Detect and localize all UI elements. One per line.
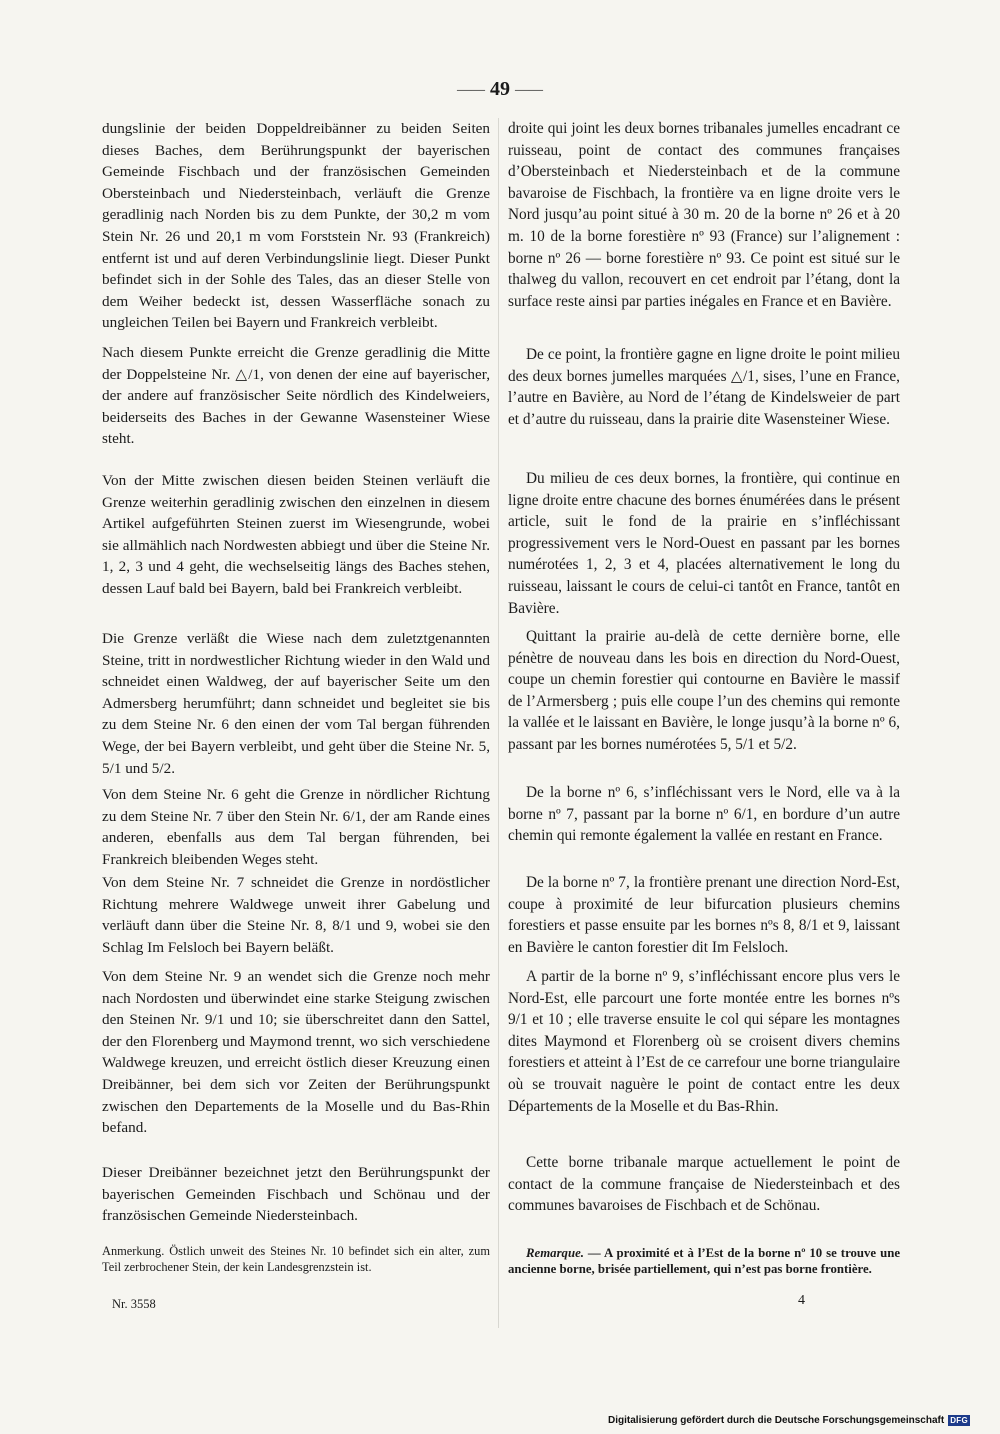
- german-paragraph-8: Dieser Dreibänner bezeichnet jetzt den Berührungspunkt der bayerischen Gemeinden Fischbach und Schönau und der französischen Gemeinde Niedersteinbach.: [102, 1164, 490, 1225]
- page-number: [450, 78, 550, 101]
- german-paragraph-5: Von dem Steine Nr. 6 geht die Grenze in nördlicher Richtung zu dem Steine Nr. 7 über den Stein Nr. 6/1, der am Rande eines anderen, ebenfalls aus dem Tal bergan führenden, bei Frankreich bleibenden Weges steht.: [102, 786, 490, 868]
- page-number-text: 49: [490, 78, 510, 100]
- footer-signature-mark: 4: [798, 1293, 805, 1308]
- french-note-text: — A proximité et à l’Est de la borne nº 10 se trouve une ancienne borne, brisée partiellement, qui n’est pas borne frontière.: [508, 1246, 900, 1276]
- french-paragraph-7: A partir de la borne nº 9, s’infléchissant encore plus vers le Nord-Est, elle parcourt une forte montée entre les bornes nºs 9/1 et 10 ; elle traverse ensuite le col qui sépare les montagnes dites Maymond et Florenberg où se croisent divers chemins forestiers et atteint à l’Est de ce carrefour une borne triangulaire où se trouvait naguère le point de contact entre les deux Départements de la Moselle et du Bas-Rhin.: [508, 968, 900, 1115]
- german-paragraph-4: Die Grenze verläßt die Wiese nach dem zuletztgenannten Steine, tritt in nordwestlicher Richtung wieder in den Wald und schneidet einen Waldweg, der auf bayerischer Seite um den Admersberg herumführt; dann schneidet und begleitet sie bis zu dem Steine Nr. 6 den einen der vom Tal bergan führenden Wege, der bei Bayern verbleibt, und geht über die Steine Nr. 5, 5/1 und 5/2.: [102, 630, 490, 777]
- funding-text: Digitalisierung gefördert durch die Deutsche Forschungsgemeinschaft: [608, 1415, 945, 1426]
- german-paragraph-6: Von dem Steine Nr. 7 schneidet die Grenze in nordöstlicher Richtung mehrere Waldwege unweit ihrer Gabelung und verläuft dann über die Steine Nr. 8, 8/1 und 9, wobei sie den Schlag Im Felsloch bei Bayern beläßt.: [102, 874, 490, 956]
- german-paragraph-1: dungslinie der beiden Doppeldreibänner zu beiden Seiten dieses Baches, dem Berührungspunkt der bayerischen Gemeinde Fischbach und der französischen Gemeinden Obersteinbach und Niedersteinbach, verläuft die Grenze geradlinig nach Norden bis zu dem Punkte, der 30,2 m vom Stein Nr. 26 und 20,1 m vom Forststein Nr. 93 (Frankreich) entfernt ist und auf deren Verbindungslinie liegt. Dieser Punkt befindet sich in der Sohle des Tales, das an dieser Stelle von dem Weiher bedeckt ist, dessen Wasserfläche sonach zu ungleichen Teilen bei Bayern und Frankreich verbleibt.: [102, 120, 490, 332]
- german-paragraph-3: Von der Mitte zwischen diesen beiden Steinen verläuft die Grenze weiterhin geradlinig zwischen den einzelnen in diesem Artikel aufgeführten Steinen zuerst im Wiesengrunde, wobei sie allmählich nach Nordwesten abbiegt und über die Steine Nr. 1, 2, 3 und 4 geht, die wechselseitig längs des Baches stehen, dessen Lauf bald bei Bayern, bald bei Frankreich verbleibt.: [102, 472, 490, 597]
- funding-credit: [608, 1415, 970, 1426]
- german-note: Anmerkung. Östlich unweit des Steines Nr. 10 befindet sich ein alter, zum Teil zerbrochener Stein, der kein Landesgrenzstein ist.: [102, 1244, 490, 1274]
- french-paragraph-3: Du milieu de ces deux bornes, la frontière, qui continue en ligne droite entre chacune des bornes énumérées dans le présent article, suit le fond de la prairie en s’infléchissant progressivement vers le Nord-Ouest en passant par les bornes numérotées 1, 2, 3 et 4, placées alternativement le long du ruisseau, laissant le cours de celui-ci tantôt en France, tantôt en Bavière.: [508, 470, 900, 617]
- footer-reference: Nr. 3558: [112, 1297, 156, 1311]
- dfg-logo: DFG: [950, 1416, 968, 1425]
- dash-decoration: ——: [457, 82, 485, 98]
- german-paragraph-7: Von dem Steine Nr. 9 an wendet sich die Grenze noch mehr nach Nordosten und überwindet eine starke Steigung zwischen den Steinen Nr. 9/1 und 10; sie überschreitet dann den Sattel, der den Florenberg und Maymond trennt, wo sich verschiedene Waldwege kreuzen, und erreicht östlich dieser Kreuzung einen Dreibänner, bei dem sich vor Zeiten der Berührungspunkt zwischen den Departements de la Moselle und du Bas-Rhin befand.: [102, 968, 490, 1137]
- dash-decoration: ——: [515, 82, 543, 98]
- french-paragraph-6: De la borne nº 7, la frontière prenant une direction Nord-Est, coupe à proximité de leur bifurcation plusieurs chemins forestiers et passe ensuite par les bornes nºs 8, 8/1 et 9, laissant en Bavière le canton forestier dit Im Felsloch.: [508, 874, 900, 956]
- french-paragraph-8: Cette borne tribanale marque actuellement le point de contact de la commune française de Niedersteinbach et des communes bavaroises de Fischbach et de Schönau.: [508, 1154, 900, 1215]
- french-paragraph-1: droite qui joint les deux bornes tribanales jumelles encadrant ce ruisseau, point de contact des communes françaises d’Obersteinbach et Niedersteinbach et de la commune bavaroise de Fischbach, la frontière va en ligne droite vers le Nord jusqu’au point situé à 30 m. 20 de la borne nº 26 et à 20 m. 10 de la borne forestière nº 93 (France) sur l’alignement : borne nº 26 — borne forestière nº 93. Ce point est situé sur le thalweg du vallon, recouvert en cet endroit par l’étang, dont la surface reste ainsi par parties inégales en France et en Bavière.: [508, 120, 900, 310]
- french-paragraph-5: De la borne nº 6, s’infléchissant vers le Nord, elle va à la borne nº 7, passant par la borne nº 6/1, en bordure d’un autre chemin qui remonte également la vallée en restant en France.: [508, 784, 900, 845]
- french-note: [508, 1246, 900, 1278]
- french-paragraph-4: Quittant la prairie au-delà de cette dernière borne, elle pénètre de nouveau dans les bois en direction du Nord-Ouest, coupe un chemin forestier qui contourne en Bavière le massif de l’Armersberg ; puis elle coupe l’un des chemins qui remonte la vallée et le laissant en Bavière, le longe jusqu’à la borne nº 6, passant par les bornes numérotées 5, 5/1 et 5/2.: [508, 628, 900, 753]
- french-note-label: Remarque.: [526, 1246, 584, 1260]
- column-divider: [498, 118, 499, 1328]
- french-paragraph-2: De ce point, la frontière gagne en ligne droite le point milieu des deux bornes jumelles marquées △/1, sises, l’une en France, l’autre en Bavière, au Nord de l’étang de Kindelsweier de part et d’autre du ruisseau, dans la prairie dite Wasensteiner Wiese.: [508, 346, 900, 428]
- german-paragraph-2: Nach diesem Punkte erreicht die Grenze geradlinig die Mitte der Doppelsteine Nr. △/1, von denen der eine auf bayerischer, der andere auf französischer Seite nördlich des Kindelweiers, beiderseits des Baches in der Gewanne Wasensteiner Wiese steht.: [102, 344, 490, 448]
